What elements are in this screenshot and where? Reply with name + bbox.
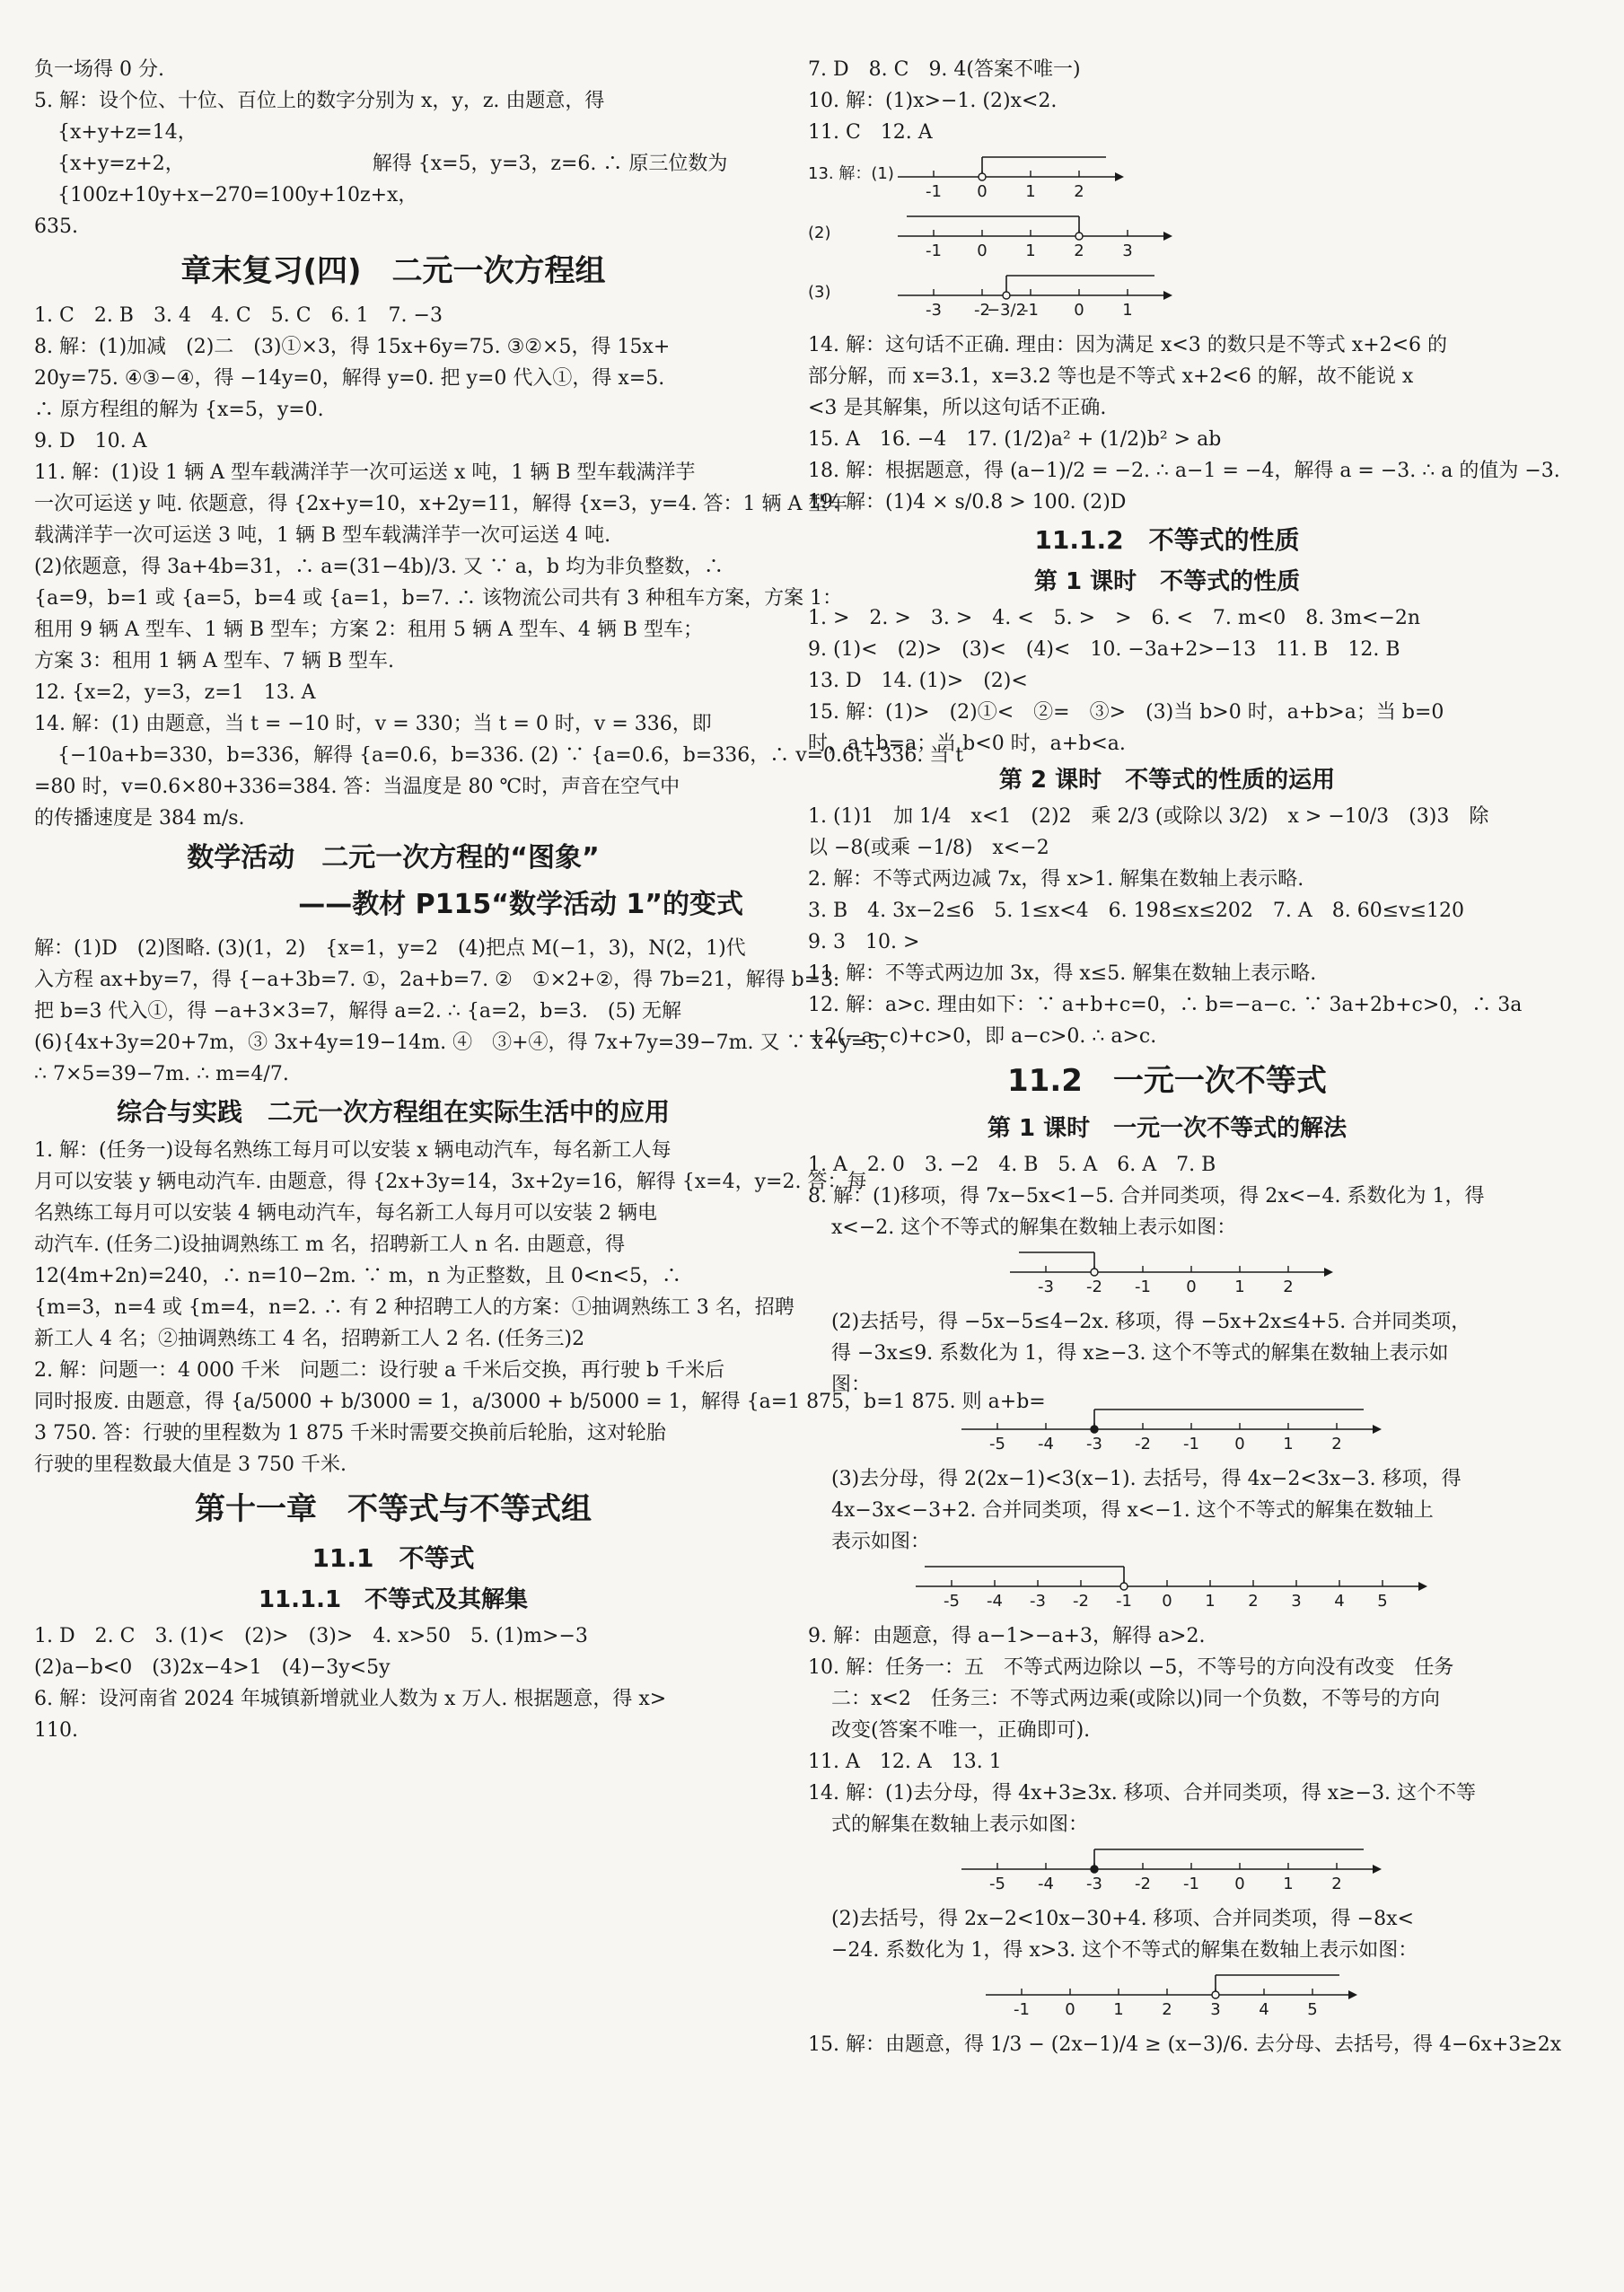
number-line-svg — [808, 1247, 1526, 1303]
number-line-tick-label: 2 — [1162, 2000, 1172, 2019]
section-heading: 11.1 不等式 — [312, 1543, 475, 1573]
number-line-tick-label: 2 — [1074, 182, 1084, 201]
number-line-svg — [808, 270, 1526, 326]
answer-line: 15. 解：(1)> (2)①< ②= ③> (3)当 b>0 时，a+b>a；当 b=0 — [808, 701, 1444, 724]
answer-line: 19. 解：(1)4 × s/0.8 > 100. (2)D — [808, 491, 1127, 514]
answer-line: 租用 9 辆 A 型车、1 辆 B 型车；方案 2：租用 5 辆 A 型车、4 辆 B 型车； — [34, 619, 703, 641]
section-heading: 综合与实践 二元一次方程组在实际生活中的应用 — [116, 1097, 670, 1127]
number-line-tick-label: 0 — [977, 182, 988, 201]
number-line-arrow — [1373, 1865, 1382, 1874]
number-line-svg — [808, 1404, 1526, 1460]
answer-line: 一次可运送 y 吨. 依题意，得 {2x+y=10，x+2y=11，解得 {x=3，y=4. 答：1 辆 A 型车 — [34, 493, 848, 515]
number-line-tick-label: 1 — [1234, 1278, 1245, 1296]
number-line-arrow — [1418, 1582, 1427, 1591]
answer-line: 9. (1)< (2)> (3)< (4)< 10. −3a+2>−13 11. B 12. B — [808, 638, 1400, 661]
number-line-tick-label: 2 — [1331, 1435, 1342, 1453]
answer-line: 9. 3 10. > — [808, 931, 920, 953]
answer-line: 入方程 ax+by=7，得 {−a+3b=7. ①，2a+b=7. ② ①×2+②，得 7b=21，解得 b=3. — [34, 969, 840, 991]
answer-line: 部分解，而 x=3.1，x=3.2 等也是不等式 x+2<6 的解，故不能说 x — [808, 365, 1414, 388]
answer-line: <3 是其解集，所以这句话不正确. — [808, 397, 1107, 419]
number-line-tick-label: 2 — [1248, 1592, 1259, 1611]
answer-line: 110. — [34, 1719, 78, 1742]
number-line-tick-label: -4 — [987, 1592, 1003, 1611]
answer-line: 15. A 16. −4 17. (1/2)a² + (1/2)b² > ab — [808, 428, 1222, 451]
answer-line: 20y=75. ④③−④，得 −14y=0，解得 y=0. 把 y=0 代入①，得 x=5. — [34, 367, 665, 390]
number-line-label: (3) — [808, 283, 831, 302]
answer-line: =80 时，v=0.6×80+336=384. 答：当温度是 80 ℃时，声音在空气中 — [34, 776, 680, 798]
answer-line: 把 b=3 代入①，得 −a+3×3=7，解得 a=2. ∴ {a=2，b=3. (5) 无解 — [34, 1000, 682, 1023]
number-line-tick-label: 2 — [1074, 241, 1084, 260]
answer-line: 月可以安装 y 辆电动汽车. 由题意，得 {2x+3y=14，3x+2y=16，解得 {x=4，y=2. 答：每 — [34, 1171, 867, 1193]
number-line — [808, 1404, 1526, 1460]
number-line-tick-label: -3 — [1086, 1875, 1102, 1893]
answer-line: 14. 解：这句话不正确. 理由：因为满足 x<3 的数只是不等式 x+2<6 的 — [808, 334, 1448, 356]
answer-line: 14. 解：(1) 由题意，当 t = −10 时，v = 330；当 t = 0 时，v = 336，即 — [34, 713, 712, 735]
number-line-tick-label: 5 — [1377, 1592, 1388, 1611]
number-line-tick-label: 1 — [1205, 1592, 1216, 1611]
number-line-endpoint — [1075, 233, 1083, 240]
answer-line: 的传播速度是 384 m/s. — [34, 807, 245, 830]
answer-line: 635. — [34, 215, 78, 238]
number-line-tick-label: 1 — [1283, 1435, 1294, 1453]
answer-line: 2. 解：不等式两边减 7x，得 x>1. 解集在数轴上表示略. — [808, 868, 1304, 891]
answer-line: 1. > 2. > 3. > 4. < 5. > > 6. < 7. m<0 8. 3m<−2n — [808, 607, 1421, 629]
answer-line: 负一场得 0 分. — [34, 58, 164, 81]
answer-line: 时，a+b=a；当 b<0 时，a+b<a. — [808, 733, 1126, 755]
number-line-svg — [808, 1561, 1526, 1617]
answer-line: {x+y+z=14， — [57, 121, 198, 144]
number-line-arrow — [1163, 291, 1172, 300]
answer-line: 动汽车. (任务二)设抽调熟练工 m 名，招聘新工人 n 名. 由题意，得 — [34, 1234, 626, 1256]
number-line-endpoint — [979, 173, 986, 180]
answer-line: 11. A 12. A 13. 1 — [808, 1751, 1002, 1773]
number-line-endpoint — [1091, 1866, 1098, 1873]
answer-line: 8. 解：(1)加减 (2)二 (3)①×3，得 15x+6y=75. ③②×5，得 15x+ — [34, 336, 671, 358]
lesson-heading: 第 1 课时 不等式的性质 — [1033, 568, 1301, 595]
answer-line: 得 −3x≤9. 系数化为 1，得 x≥−3. 这个不等式的解集在数轴上表示如 — [831, 1342, 1449, 1365]
number-line-arrow — [1324, 1268, 1333, 1277]
answer-line: 3 750. 答：行驶的里程数为 1 875 千米时需要交换前后轮胎，这对轮胎 — [34, 1422, 666, 1445]
number-line-tick-label: -5 — [944, 1592, 960, 1611]
number-line-tick-label: 0 — [977, 241, 988, 260]
number-line-endpoint — [1091, 1269, 1098, 1276]
answer-line: (3)去分母，得 2(2x−1)<3(x−1). 去括号，得 4x−2<3x−3. 移项，得 — [831, 1468, 1462, 1490]
lesson-heading: 第 1 课时 一元一次不等式的解法 — [987, 1115, 1347, 1142]
section-subheading: ——教材 P115“数学活动 1”的变式 — [298, 889, 743, 920]
number-line-tick-label: -1 — [926, 182, 942, 201]
answer-line: ∴ 7×5=39−7m. ∴ m=4/7. — [34, 1063, 289, 1085]
number-line-tick-label: 1 — [1122, 301, 1133, 320]
answer-line: 改变(答案不唯一，正确即可). — [831, 1719, 1091, 1742]
number-line — [808, 211, 1526, 267]
answer-line: 15. 解：由题意，得 1/3 − (2x−1)/4 ≥ (x−3)/6. 去分母、去括号，得 4−6x+3≥2x — [808, 2033, 1562, 2056]
answer-line: 2. 解：问题一：4 000 千米 问题二：设行驶 a 千米后交换，再行驶 b 千米后 — [34, 1359, 725, 1382]
number-line-tick-label: 2 — [1331, 1875, 1342, 1893]
answer-line: 1. 解：(任务一)设每名熟练工每月可以安装 x 辆电动汽车，每名新工人每 — [34, 1139, 672, 1162]
number-line-tick-label: -1 — [1014, 2000, 1030, 2019]
number-line-tick-label: -1 — [1116, 1592, 1132, 1611]
answer-line: 3. B 4. 3x−2≤6 5. 1≤x<4 6. 198≤x≤202 7. A 8. 60≤v≤120 — [808, 900, 1465, 922]
number-line-tick-label: 3 — [1122, 241, 1133, 260]
answer-line: x<−2. 这个不等式的解集在数轴上表示如图： — [831, 1216, 1237, 1239]
number-line-label: (2) — [808, 224, 831, 242]
number-line-tick-label: 4 — [1334, 1592, 1345, 1611]
answer-line: {a=9，b=1 或 {a=5，b=4 或 {a=1，b=7. ∴ 该物流公司共有 3 种租车方案，方案 1： — [34, 587, 843, 610]
number-line-tick-label: -5 — [989, 1875, 1005, 1893]
number-line-tick-label: -3 — [1038, 1278, 1054, 1296]
answer-line: (2)依题意，得 3a+4b=31，∴ a=(31−4b)/3. 又 ∵ a，b 均为非负整数，∴ — [34, 556, 724, 578]
answer-line: 解：(1)D (2)图略. (3)(1，2) {x=1，y=2 (4)把点 M(−1，3)，N(2，1)代 — [34, 937, 746, 960]
number-line-tick-label: -1 — [1023, 301, 1039, 320]
number-line-tick-label: -2 — [1073, 1592, 1089, 1611]
number-line-endpoint — [1120, 1583, 1128, 1590]
answer-line: 行驶的里程数最大值是 3 750 千米. — [34, 1453, 347, 1476]
number-line-endpoint — [1091, 1426, 1098, 1433]
number-line-tick-label: -1 — [1135, 1278, 1151, 1296]
section-heading: 数学活动 二元一次方程的“图象” — [187, 842, 600, 874]
answer-line: 图： — [831, 1374, 872, 1396]
number-line-tick-label: 0 — [1065, 2000, 1075, 2019]
number-line-tick-label: 1 — [1025, 182, 1036, 201]
answer-line: {m=3，n=4 或 {m=4，n=2. ∴ 有 2 种招聘工人的方案：①抽调熟练工 3 名，招聘 — [34, 1296, 794, 1319]
answer-line: 6. 解：设河南省 2024 年城镇新增就业人数为 x 万人. 根据题意，得 x> — [34, 1688, 667, 1710]
number-line-tick-label: 4 — [1259, 2000, 1269, 2019]
number-line — [808, 1561, 1526, 1617]
answer-line: (2)a−b<0 (3)2x−4>1 (4)−3y<5y — [34, 1656, 391, 1679]
number-line — [808, 1247, 1526, 1303]
number-line-svg — [808, 1844, 1526, 1900]
number-line-tick-label: -2 — [1135, 1875, 1151, 1893]
answer-line: 1. C 2. B 3. 4 4. C 5. C 6. 1 7. −3 — [34, 304, 443, 327]
answer-line: 8. 解：(1)移项，得 7x−5x<1−5. 合并同类项，得 2x<−4. 系数化为 1，得 — [808, 1185, 1485, 1207]
answer-line: 18. 解：根据题意，得 (a−1)/2 = −2. ∴ a−1 = −4，解得 a = −3. ∴ a 的值为 −3. — [808, 460, 1560, 482]
number-line-tick-label: -3 — [926, 301, 942, 320]
answer-line: 9. D 10. A — [34, 430, 147, 452]
answer-line: 名熟练工每月可以安装 4 辆电动汽车，每名新工人每月可以安装 2 辆电 — [34, 1202, 657, 1225]
answer-line: 11. 解：不等式两边加 3x，得 x≤5. 解集在数轴上表示略. — [808, 962, 1317, 985]
answer-line: 11. C 12. A — [808, 121, 933, 144]
number-line-tick-label: 1 — [1113, 2000, 1124, 2019]
answer-line: {−10a+b=330，b=336，解得 {a=0.6，b=336. (2) ∵ {a=0.6，b=336，∴ v=0.6t+336. 当 t — [57, 744, 964, 767]
answer-line: 4x−3x<−3+2. 合并同类项，得 x<−1. 这个不等式的解集在数轴上 — [831, 1499, 1434, 1522]
number-line-tick-label: -2 — [974, 301, 990, 320]
number-line-label: 13. 解：(1) — [808, 164, 894, 183]
answer-line: {x+y=z+2， 解得 {x=5，y=3，z=6. ∴ 原三位数为 — [57, 153, 728, 175]
number-line-arrow — [1115, 172, 1124, 181]
answer-line: 13. D 14. (1)> (2)< — [808, 670, 1028, 692]
right-column — [808, 54, 1562, 2060]
number-line-point-label: −3/2 — [986, 301, 1027, 320]
answer-line: (2)去括号，得 −5x−5≤4−2x. 移项，得 −5x+2x≤4+5. 合并同类项， — [831, 1311, 1471, 1333]
answer-line: 5. 解：设个位、十位、百位上的数字分别为 x，y，z. 由题意，得 — [34, 90, 605, 112]
answer-line: 9. 解：由题意，得 a−1>−a+3，解得 a>2. — [808, 1625, 1206, 1647]
answer-line: ∴ 原方程组的解为 {x=5，y=0. — [34, 399, 324, 421]
section-heading: 第十一章 不等式与不等式组 — [195, 1491, 592, 1527]
answer-line: 10. 解：(1)x>−1. (2)x<2. — [808, 90, 1058, 112]
answer-line: {100z+10y+x−270=100y+10z+x， — [57, 184, 418, 206]
answer-line: 新工人 4 名；②抽调熟练工 4 名，招聘新工人 2 名. (任务三)2 — [34, 1328, 585, 1350]
section-heading: 11.2 一元一次不等式 — [1007, 1063, 1327, 1099]
answer-line: (6){4x+3y=20+7m，③ 3x+4y=19−14m. ④ ③+④，得 7x+7y=39−7m. 又 ∵ x+y=5， — [34, 1032, 900, 1054]
number-line-tick-label: -1 — [1183, 1435, 1199, 1453]
number-line — [808, 1844, 1526, 1900]
number-line-tick-label: -1 — [1183, 1875, 1199, 1893]
number-line-arrow — [1348, 1990, 1357, 1999]
number-line-arrow — [1163, 232, 1172, 241]
number-line-tick-label: 2 — [1283, 1278, 1294, 1296]
number-line-tick-label: -3 — [1086, 1435, 1102, 1453]
answer-line: 12(4m+2n)=240，∴ n=10−2m. ∵ m，n 为正整数，且 0<n<5，∴ — [34, 1265, 681, 1287]
answer-line: (2)去括号，得 2x−2<10x−30+4. 移项、合并同类项，得 −8x< — [831, 1908, 1414, 1930]
number-line-tick-label: 1 — [1283, 1875, 1294, 1893]
number-line-endpoint — [1003, 292, 1010, 299]
answer-line: 表示如图： — [831, 1531, 931, 1553]
answer-line: 1. D 2. C 3. (1)< (2)> (3)> 4. x>50 5. (1)m>−3 — [34, 1625, 588, 1647]
number-line-tick-label: -3 — [1030, 1592, 1046, 1611]
number-line-tick-label: 3 — [1291, 1592, 1302, 1611]
answer-line: 二：x<2 任务三：不等式两边乘(或除以)同一个负数，不等号的方向 — [831, 1688, 1441, 1710]
number-line-svg — [808, 1970, 1526, 2025]
answer-line: 11. 解：(1)设 1 辆 A 型车载满洋芋一次可运送 x 吨，1 辆 B 型车载满洋芋 — [34, 461, 696, 484]
answer-line: 12. {x=2，y=3，z=1 13. A — [34, 681, 316, 704]
number-line-svg — [808, 211, 1526, 267]
lesson-heading: 第 2 课时 不等式的性质的运用 — [998, 767, 1336, 794]
answer-line: 同时报废. 由题意，得 {a/5000 + b/3000 = 1，a/3000 + b/5000 = 1，解得 {a=1 875，b=1 875. 则 a+b= — [34, 1391, 1046, 1413]
number-line — [808, 1970, 1526, 2025]
number-line-tick-label: 0 — [1234, 1435, 1245, 1453]
answer-line: 载满洋芋一次可运送 3 吨，1 辆 B 型车载满洋芋一次可运送 4 吨. — [34, 524, 611, 547]
number-line-endpoint — [1212, 1991, 1219, 1998]
number-line-tick-label: 3 — [1210, 2000, 1221, 2019]
answer-line: 14. 解：(1)去分母，得 4x+3≥3x. 移项、合并同类项，得 x≥−3. 这个不等 — [808, 1782, 1477, 1805]
number-line-tick-label: -4 — [1038, 1875, 1054, 1893]
lesson-heading: 11.1.1 不等式及其解集 — [258, 1586, 529, 1613]
section-heading: 11.1.2 不等式的性质 — [1034, 525, 1300, 555]
answer-line: 10. 解：任务一：五 不等式两边除以 −5，不等号的方向没有改变 任务 — [808, 1656, 1454, 1679]
number-line-svg — [808, 152, 1526, 207]
answer-line: −24. 系数化为 1，得 x>3. 这个不等式的解集在数轴上表示如图： — [831, 1939, 1418, 1962]
number-line-tick-label: 1 — [1025, 241, 1036, 260]
answer-line: 1. (1)1 加 1/4 x<1 (2)2 乘 2/3 (或除以 3/2) x > −10/3 (3)3 除 — [808, 805, 1489, 828]
answer-line: 方案 3：租用 1 辆 A 型车、7 辆 B 型车. — [34, 650, 394, 672]
number-line — [808, 270, 1526, 326]
number-line-arrow — [1373, 1425, 1382, 1434]
answer-line: 式的解集在数轴上表示如图： — [831, 1813, 1089, 1836]
answer-line: 7. D 8. C 9. 4(答案不唯一) — [808, 58, 1081, 81]
number-line-tick-label: 5 — [1307, 2000, 1318, 2019]
number-line-tick-label: -1 — [926, 241, 942, 260]
answer-line: 12. 解：a>c. 理由如下：∵ a+b+c=0，∴ b=−a−c. ∵ 3a+2b+c>0，∴ 3a — [808, 994, 1523, 1016]
number-line-tick-label: 0 — [1162, 1592, 1172, 1611]
answer-line: 以 −8(或乘 −1/8) x<−2 — [808, 837, 1049, 859]
number-line-tick-label: -5 — [989, 1435, 1005, 1453]
number-line-tick-label: -2 — [1135, 1435, 1151, 1453]
number-line-tick-label: -2 — [1086, 1278, 1102, 1296]
number-line-tick-label: 0 — [1186, 1278, 1197, 1296]
answer-line: +2(−a−c)+c>0，即 a−c>0. ∴ a>c. — [808, 1025, 1157, 1048]
number-line-tick-label: 0 — [1234, 1875, 1245, 1893]
number-line-tick-label: -4 — [1038, 1435, 1054, 1453]
number-line — [808, 152, 1526, 207]
section-heading: 章末复习(四) 二元一次方程组 — [180, 253, 606, 289]
answer-line: 1. A 2. 0 3. −2 4. B 5. A 6. A 7. B — [808, 1154, 1216, 1176]
number-line-tick-label: 0 — [1074, 301, 1084, 320]
